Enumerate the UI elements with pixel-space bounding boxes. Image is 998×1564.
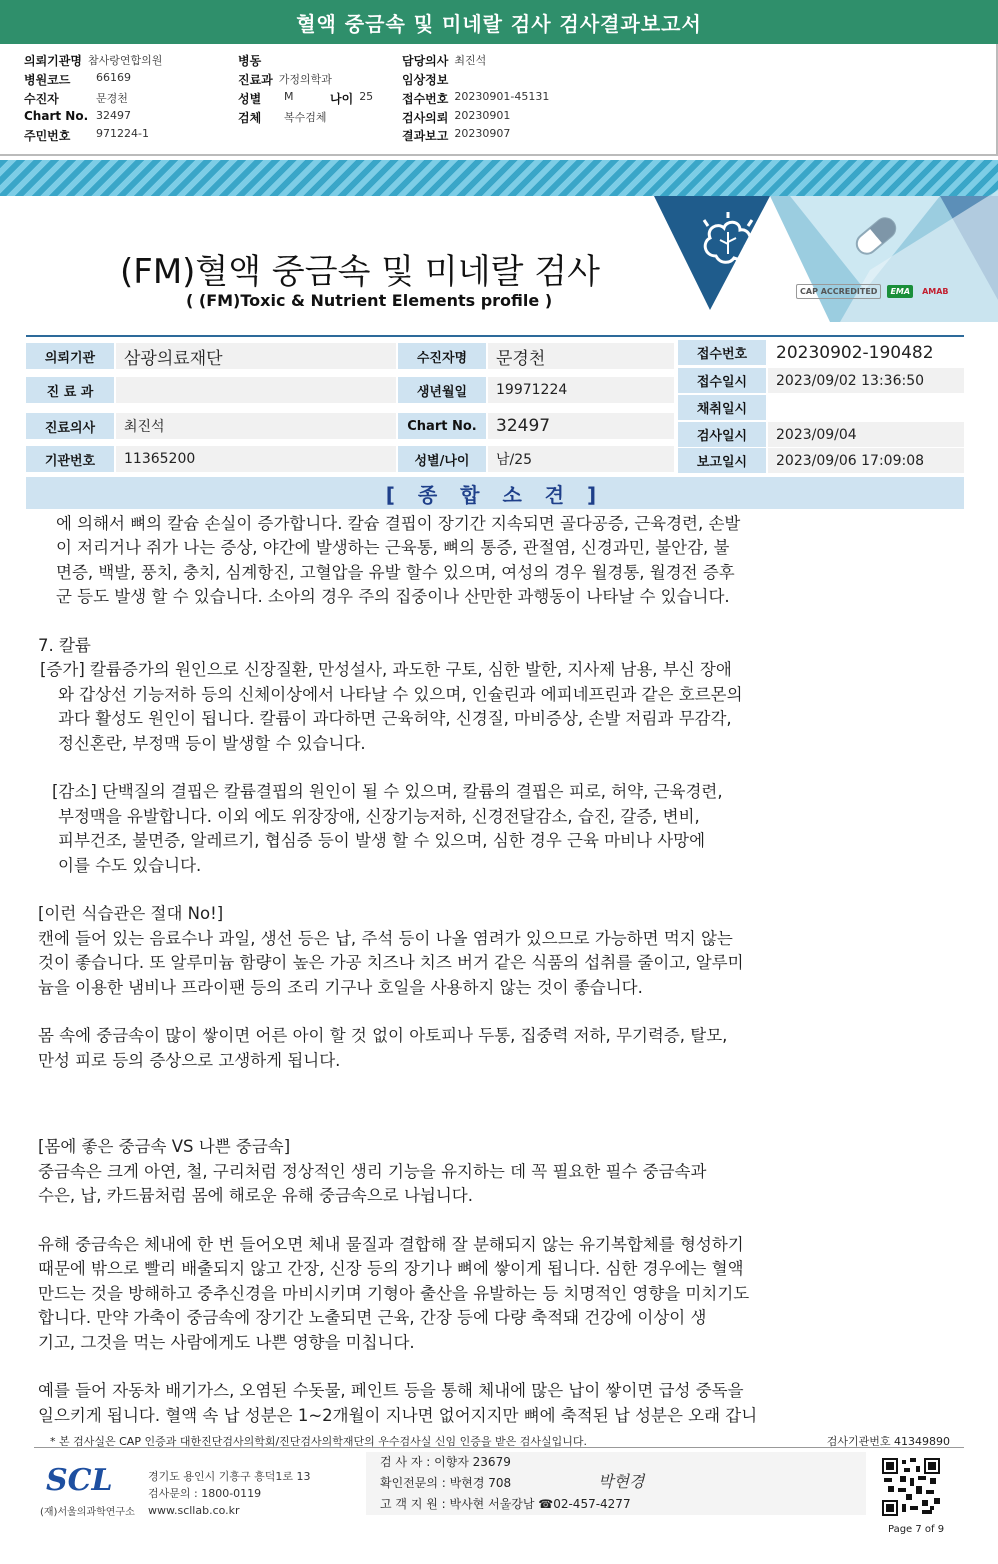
text-line: 군 등도 발생 할 수 있습니다. 소아의 경우 주의 집중이나 산만한 과행동이 나타날 수 있습니다. xyxy=(56,587,730,607)
qr-code-icon xyxy=(882,1458,940,1516)
info-row xyxy=(24,52,162,69)
text-line: 이 저리거나 쥐가 나는 증상, 야간에 발생하는 근육통, 뼈의 통증, 관절염, 신경과민, 불안감, 불 xyxy=(56,538,730,558)
info-value: 20230901 xyxy=(454,109,511,122)
text-line: [감소] 단백질의 결핍은 칼륨결핍의 원인이 될 수 있으며, 칼륨의 결핍은 피로, 허약, 근육경련, xyxy=(52,782,723,802)
info-key: 검체 xyxy=(238,111,262,125)
text-line: 몸 속에 중금속이 많이 쌓이면 어른 아이 할 것 없이 아토피나 두통, 집중력 저하, 무기력증, 탈모, xyxy=(38,1026,728,1046)
recv-no-label: 접수번호 xyxy=(678,340,766,365)
info-key: 수진자 xyxy=(24,92,59,106)
recv-date-label: 접수일시 xyxy=(678,368,766,393)
info-row xyxy=(24,109,131,123)
section-heading: 7. 칼륨 xyxy=(38,636,91,656)
birth-value: 19971224 xyxy=(488,377,674,403)
doctor-label: 진료의사 xyxy=(26,413,114,439)
info-value: 문경천 xyxy=(96,92,128,105)
info-value: 복수검체 xyxy=(284,111,327,124)
collect-value xyxy=(768,395,964,420)
section-heading: [몸에 좋은 중금속 VS 나쁜 중금속] xyxy=(38,1137,291,1157)
support-line: 고 객 지 원 : 박사현 서울강남 ☎02-457-4277 xyxy=(380,1497,631,1511)
address-line: 경기도 용인시 기흥구 흥덕1로 13 xyxy=(148,1470,311,1483)
accreditation-note: * 본 검사실은 CAP 인증과 대한진단검사의학회/진단검사의학재단의 우수검사실 신임 인증을 받은 검사실입니다. xyxy=(50,1435,588,1448)
sex-age-value: 남/25 xyxy=(488,446,674,472)
info-value: 20230907 xyxy=(454,127,511,140)
text-line: [증가] 칼륨증가의 원인으로 신장질환, 만성설사, 과도한 구토, 심한 발한, 지사제 남용, 부신 장애 xyxy=(40,660,732,680)
dept-label: 진 료 과 xyxy=(26,377,114,403)
top-info-block xyxy=(0,44,998,156)
report-banner: 혈액 중금속 및 미네랄 검사 검사결과보고서 xyxy=(0,0,998,44)
info-row xyxy=(238,90,373,107)
info-row xyxy=(402,71,454,88)
text-line: 면증, 백발, 풍치, 충치, 심계항진, 고혈압을 유발 할수 있으며, 여성의 경우 월경통, 월경전 증후 xyxy=(56,562,735,582)
inst-no-label: 기관번호 xyxy=(26,446,114,472)
footer-divider xyxy=(34,1447,964,1448)
cap-logo: CAP ACCREDITED xyxy=(796,284,881,299)
text-line: 유해 중금속은 체내에 한 번 들어오면 체내 물질과 결합해 잘 분해되지 않는 유기복합체를 형성하기 xyxy=(38,1234,744,1254)
text-line: 캔에 들어 있는 음료수나 과일, 생선 등은 납, 주석 등이 나올 염려가 있으므로 가능하면 먹지 않는 xyxy=(38,928,733,948)
inst-no-value: 11365200 xyxy=(116,446,396,472)
req-org-value: 삼광의료재단 xyxy=(116,343,396,369)
info-key: 결과보고 xyxy=(402,129,449,143)
sex-age-label: 성별/나이 xyxy=(398,446,486,472)
recv-date-value: 2023/09/02 13:36:50 xyxy=(768,368,964,393)
report-date-label: 보고일시 xyxy=(678,448,766,473)
inspector-line: 검 사 자 : 이향자 23679 xyxy=(380,1455,511,1469)
scl-logo: SCL xyxy=(46,1463,113,1498)
age-value: 25 xyxy=(359,90,374,103)
chart-value: 32497 xyxy=(488,413,674,439)
info-key: 병원코드 xyxy=(24,73,71,87)
text-line: 만성 피로 등의 증상으로 고생하게 됩니다. xyxy=(38,1050,341,1070)
info-row xyxy=(238,71,332,88)
confirm-doctor-line: 확인전문의 : 박현경 708 xyxy=(380,1476,512,1490)
age-key: 나이 xyxy=(330,92,354,106)
certification-logos xyxy=(796,284,952,299)
info-value: 참사랑연합의원 xyxy=(87,54,163,67)
text-line: 중금속은 크게 아연, 철, 구리처럼 정상적인 생리 기능을 유지하는 데 꼭 필요한 필수 중금속과 xyxy=(38,1161,707,1181)
info-row xyxy=(24,90,128,107)
lab-address xyxy=(148,1468,311,1519)
page-number: Page 7 of 9 xyxy=(888,1524,945,1535)
name-value: 문경천 xyxy=(488,343,674,369)
patient-info-table xyxy=(26,335,964,471)
birth-label: 생년월일 xyxy=(398,377,486,403)
summary-header: [ 종 합 소 견 ] xyxy=(26,477,964,509)
info-row xyxy=(238,52,267,69)
text-line: 때문에 밖으로 빨리 배출되지 않고 간장, 신장 등의 장기나 뼈에 쌓이게 됩니다. 심한 경우에는 혈액 xyxy=(38,1259,744,1279)
text-line: 에 의해서 뼈의 칼슘 손실이 증가합니다. 칼슘 결핍이 장기간 지속되면 골다공증, 근육경련, 손발 xyxy=(56,514,741,533)
info-key: Chart No. xyxy=(24,109,89,123)
ema-logo: EMA xyxy=(887,285,913,298)
page-title: (FM)혈액 중금속 및 미네랄 검사 xyxy=(120,252,600,292)
text-line: 만드는 것을 방해하고 중추신경을 마비시키며 기형아 출산을 유발하는 등 치명적인 영향을 미치기도 xyxy=(38,1283,750,1303)
report-date-value: 2023/09/06 17:09:08 xyxy=(768,448,964,473)
info-value: M xyxy=(284,90,294,103)
name-label: 수진자명 xyxy=(398,343,486,369)
brain-icon xyxy=(698,212,760,270)
org-number: 검사기관번호 41349890 xyxy=(826,1435,950,1448)
phone-line: 검사문의 : 1800-0119 xyxy=(148,1487,262,1500)
info-key: 임상정보 xyxy=(402,73,449,87)
dept-value xyxy=(116,377,396,403)
info-key: 검사의뢰 xyxy=(402,111,449,125)
capsule-icon xyxy=(848,210,904,262)
info-value: 20230901-45131 xyxy=(454,90,550,103)
section-heading: [이런 식습관은 절대 No!] xyxy=(38,904,224,924)
info-value: 32497 xyxy=(96,109,131,122)
req-org-label: 의뢰기관 xyxy=(26,343,114,369)
info-value: 가정의학과 xyxy=(278,73,332,86)
text-line: 부정맥을 유발합니다. 이외 에도 위장장애, 신장기능저하, 신경전달감소, 습진, 갈증, 변비, xyxy=(58,806,700,826)
text-line: 정신혼란, 부정맥 등이 발생할 수 있습니다. xyxy=(58,733,366,753)
text-line: 늄을 이용한 냄비나 프라이팬 등의 조리 기구나 호일을 사용하지 않는 것이 좋습니다. xyxy=(38,977,643,997)
doctor-value: 최진석 xyxy=(116,413,396,439)
info-row xyxy=(24,127,149,144)
text-line: 피부건조, 불면증, 알레르기, 협심증 등이 발생 할 수 있으며, 심한 경우 근육 마비나 사망에 xyxy=(58,831,706,851)
info-row xyxy=(402,52,486,69)
amab-logo: AMAB xyxy=(922,287,949,296)
lab-name: (재)서울의과학연구소 xyxy=(40,1507,135,1518)
info-key: 접수번호 xyxy=(402,92,449,106)
info-row xyxy=(402,90,549,107)
text-line: 합니다. 만약 가축이 중금속에 장기간 노출되면 근육, 간장 등에 다량 축적돼 건강에 이상이 생 xyxy=(38,1308,707,1328)
website-link[interactable]: www.scllab.co.kr xyxy=(148,1504,240,1517)
info-key: 의뢰기관명 xyxy=(24,54,82,68)
info-value: 971224-1 xyxy=(96,127,149,140)
text-line: 과다 활성도 원인이 됩니다. 칼륨이 과다하면 근육허약, 신경질, 마비증상, 손발 저림과 무감각, xyxy=(58,709,732,729)
info-value: 최진석 xyxy=(454,54,487,67)
text-line: 이를 수도 있습니다. xyxy=(58,855,202,875)
recv-no-value: 20230902-190482 xyxy=(768,340,964,365)
text-line: 수은, 납, 카드뮴처럼 몸에 해로운 유해 중금속으로 나뉩니다. xyxy=(38,1186,473,1206)
text-line: 일으키게 됩니다. 혈액 속 납 성분은 1~2개월이 지나면 없어지지만 뼈에 축적된 납 성분은 오래 갑니 xyxy=(38,1405,758,1425)
text-line: 와 갑상선 기능저하 등의 신체이상에서 나타날 수 있으며, 인슐린과 에피네프린과 같은 호르몬의 xyxy=(58,684,743,704)
chart-label: Chart No. xyxy=(398,413,486,439)
info-key: 주민번호 xyxy=(24,129,71,143)
page-subtitle: ( (FM)Toxic & Nutrient Elements profile ) xyxy=(186,291,553,310)
info-key: 성별 xyxy=(238,92,262,106)
collect-label: 채취일시 xyxy=(678,395,766,420)
info-row xyxy=(402,127,510,144)
info-key: 병동 xyxy=(238,54,262,68)
text-line: 예를 들어 자동차 배기가스, 오염된 수돗물, 페인트 등을 통해 체내에 많은 납이 쌓이면 급성 중독을 xyxy=(38,1381,744,1401)
info-value: 66169 xyxy=(96,71,131,84)
info-key: 담당의사 xyxy=(402,54,449,68)
info-key: 진료과 xyxy=(238,73,273,87)
test-date-label: 검사일시 xyxy=(678,422,766,447)
summary-body xyxy=(38,512,918,1428)
info-row xyxy=(238,109,327,126)
text-line: 것이 좋습니다. 또 알루미늄 함량이 높은 가공 치즈나 치즈 버거 같은 식품의 섭취를 줄이고, 알루미 xyxy=(38,953,744,973)
info-row xyxy=(24,71,131,88)
signature: 박현경 xyxy=(598,1472,645,1491)
test-date-value: 2023/09/04 xyxy=(768,422,964,447)
info-row xyxy=(402,109,510,126)
text-line: 기고, 그것을 먹는 사람에게도 나쁜 영향을 미칩니다. xyxy=(38,1332,415,1352)
